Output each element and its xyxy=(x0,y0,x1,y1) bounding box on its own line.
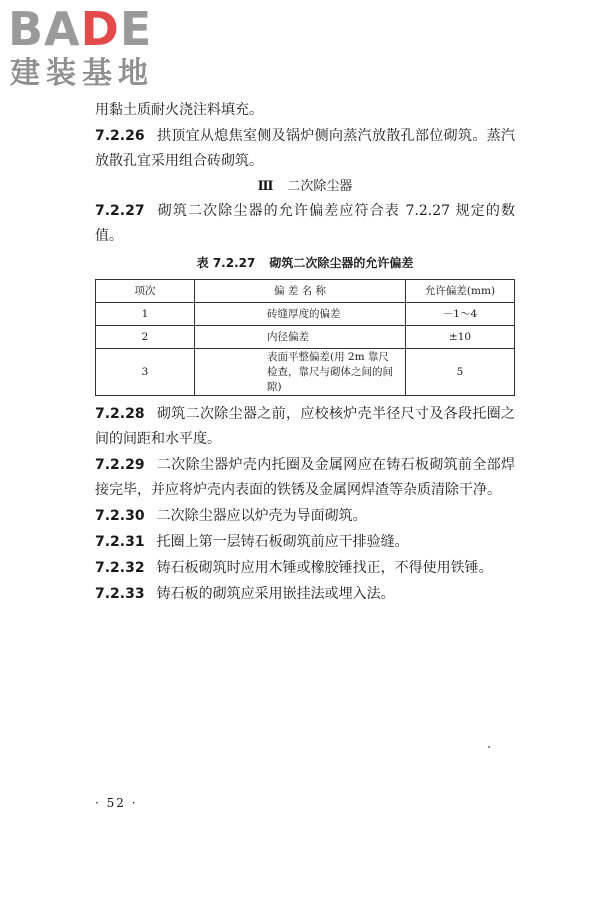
table-title xyxy=(95,253,515,273)
table-row xyxy=(96,326,515,349)
clause-7-2-32 xyxy=(95,556,515,581)
logo-subtitle: 建装基地 xyxy=(10,56,154,91)
clause-text: 砌筑二次除尘器之前，应校核炉壳半径尺寸及各段托圈之间的间距和水平度。 xyxy=(95,406,515,447)
clause-text: 铸石板砌筑时应用木锤或橡胶锤找正，不得使用铁锤。 xyxy=(156,560,493,576)
cell-index: 2 xyxy=(96,326,195,349)
table-row xyxy=(96,349,515,396)
cell-tolerance: ±10 xyxy=(406,326,515,349)
clause-text: 二次除尘器应以炉壳为导面砌筑。 xyxy=(156,508,367,524)
cell-name: 内径偏差 xyxy=(195,326,406,349)
section-title: 二次除尘器 xyxy=(287,179,353,194)
header-index: 项次 xyxy=(96,280,195,303)
clause-text: 二次除尘器炉壳内托圈及金属网应在铸石板砌筑前全部焊接完毕，并应将炉壳内表面的铁锈及金属网焊渣等杂质清除干净。 xyxy=(95,457,515,498)
clause-number: 7.2.27 xyxy=(95,203,145,219)
clause-number: 7.2.29 xyxy=(95,457,145,473)
clause-7-2-26 xyxy=(95,124,515,174)
clause-7-2-29 xyxy=(95,453,515,503)
header-tolerance: 允许偏差(mm) xyxy=(406,280,515,303)
scan-speck xyxy=(488,746,490,748)
cell-tolerance: －1～4 xyxy=(406,303,515,326)
clause-number: 7.2.33 xyxy=(95,586,145,602)
clause-text: 拱顶宜从熄焦室侧及锅炉侧向蒸汽放散孔部位砌筑。蒸汽放散孔宜采用组合砖砌筑。 xyxy=(95,128,515,169)
logo xyxy=(8,4,188,96)
cell-name: 表面平整偏差(用 2m 靠尺检查，靠尺与砌体之间的间隙) xyxy=(195,349,406,396)
logo-brand: BADE xyxy=(8,2,153,56)
clause-7-2-30 xyxy=(95,504,515,529)
clause-7-2-28 xyxy=(95,402,515,452)
cell-tolerance: 5 xyxy=(406,349,515,396)
clause-number: 7.2.26 xyxy=(95,128,145,144)
clause-number: 7.2.30 xyxy=(95,508,145,524)
table-caption: 砌筑二次除尘器的允许偏差 xyxy=(269,256,414,270)
page-number: · 52 · xyxy=(95,796,138,810)
deviation-table xyxy=(95,279,515,396)
clause-number: 7.2.28 xyxy=(95,406,145,422)
clause-7-2-33 xyxy=(95,582,515,607)
paragraph-intro-tail: 用黏土质耐火浇注料填充。 xyxy=(95,102,263,118)
section-heading xyxy=(95,175,515,199)
clause-7-2-27 xyxy=(95,199,515,249)
cell-name: 砖缝厚度的偏差 xyxy=(195,303,406,326)
document-body xyxy=(95,98,515,608)
clause-7-2-31 xyxy=(95,530,515,555)
cell-index: 3 xyxy=(96,349,195,396)
clause-number: 7.2.32 xyxy=(95,560,145,576)
table-row xyxy=(96,303,515,326)
section-roman: Ⅲ xyxy=(257,179,274,194)
clause-number: 7.2.31 xyxy=(95,534,145,550)
clause-text: 托圈上第一层铸石板砌筑前应干排验缝。 xyxy=(156,534,409,550)
header-name: 偏 差 名 称 xyxy=(195,280,406,303)
table-number: 表 7.2.27 xyxy=(196,256,256,270)
clause-text: 砌筑二次除尘器的允许偏差应符合表 7.2.27 规定的数值。 xyxy=(95,203,515,244)
table-header-row xyxy=(96,280,515,303)
cell-index: 1 xyxy=(96,303,195,326)
clause-text: 铸石板的砌筑应采用嵌挂法或埋入法。 xyxy=(156,586,395,602)
